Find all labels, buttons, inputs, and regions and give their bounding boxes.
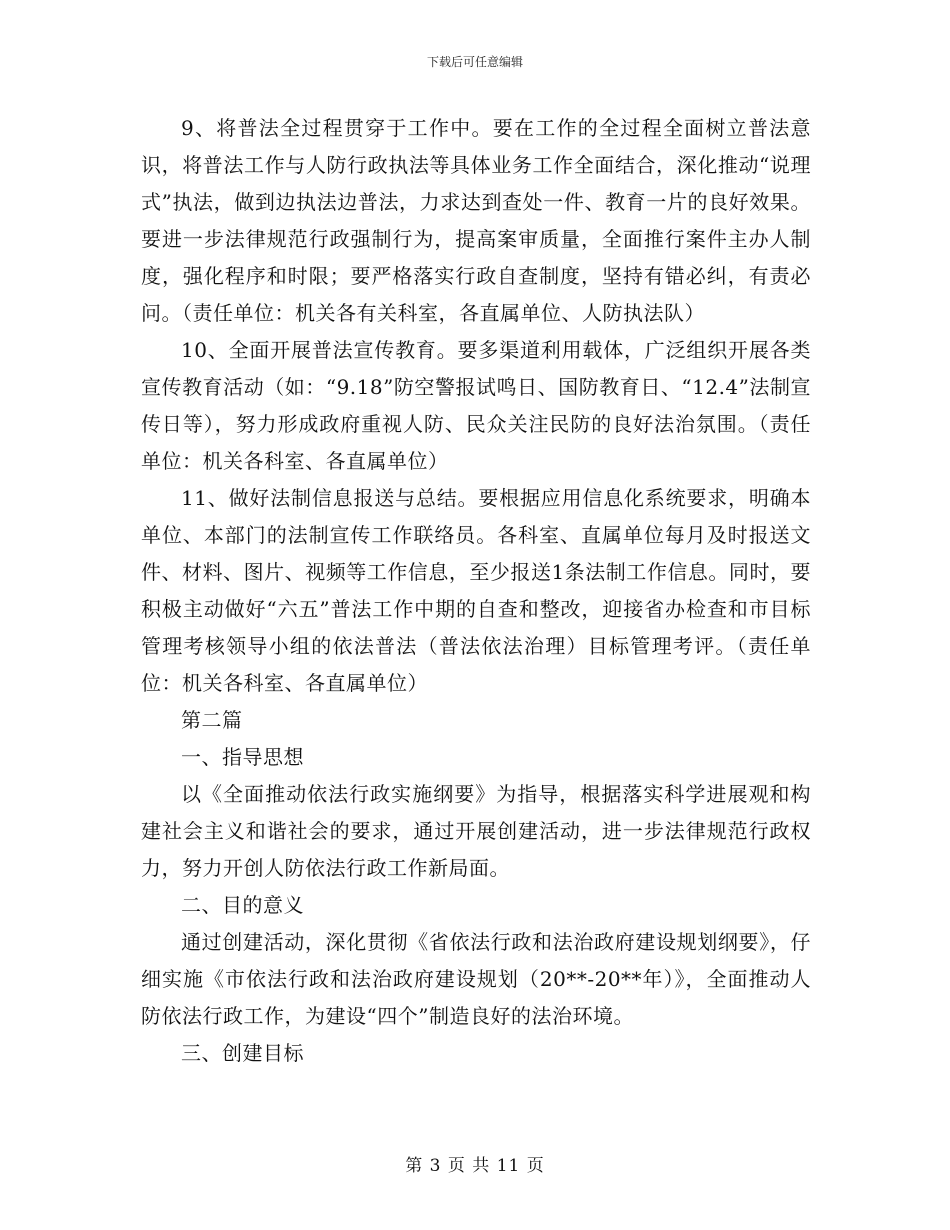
heading-guiding-thought: 一、指导思想	[181, 745, 304, 769]
paragraph-item-9: 9、将普法全过程贯穿于工作中。要在工作的全过程全面树立普法意识，将普法工作与人防行政执法等具体业务工作全面结合，深化推动“说理式”执法，做到边执法边普法，力求达到查处一件、教育一片的良好效果。要进一步法律规范行政强制行为，提高案审质量，全面推行案件主办人制度，强化程序和时限；要严格落实行政自查制度，坚持有错必纠，有责必问。（责任单位：机关各有关科室，各直属单位、人防执法队）	[141, 116, 811, 325]
paragraph-item-10: 10、全面开展普法宣传教育。要多渠道利用载体，广泛组织开展各类宣传教育活动（如：“9.18”防空警报试鸣日、国防教育日、“12.4”法制宣传日等），努力形成政府重视人防、民众关注民防的良好法治氛围。（责任单位：机关各科室、各直属单位）	[141, 338, 811, 473]
section-title: 第二篇	[181, 708, 243, 732]
heading-purpose: 二、目的意义	[181, 893, 304, 917]
paragraph-purpose: 通过创建活动，深化贯彻《省依法行政和法治政府建设规划纲要》，仔细实施《市依法行政和法治政府建设规划（20**-20**年）》，全面推动人防依法行政工作，为建设“四个”制造良好的法治环境。	[141, 930, 811, 1028]
page-number: 第 3 页 共 11 页	[405, 1156, 545, 1176]
heading-goals: 三、创建目标	[181, 1041, 304, 1065]
page-header: 下载后可任意编辑	[426, 55, 523, 69]
document-body	[141, 110, 811, 1072]
paragraph-guiding-thought: 以《全面推动依法行政实施纲要》为指导，根据落实科学进展观和构建社会主义和谐社会的要求，通过开展创建活动，进一步法律规范行政权力，努力开创人防依法行政工作新局面。	[141, 782, 811, 880]
paragraph-item-11: 11、做好法制信息报送与总结。要根据应用信息化系统要求，明确本单位、本部门的法制宣传工作联络员。各科室、直属单位每月及时报送文件、材料、图片、视频等工作信息，至少报送1条法制工作信息。同时，要积极主动做好“六五”普法工作中期的自查和整改，迎接省办检查和市目标管理考核领导小组的依法普法（普法依法治理）目标管理考评。（责任单位：机关各科室、各直属单位）	[141, 486, 811, 695]
